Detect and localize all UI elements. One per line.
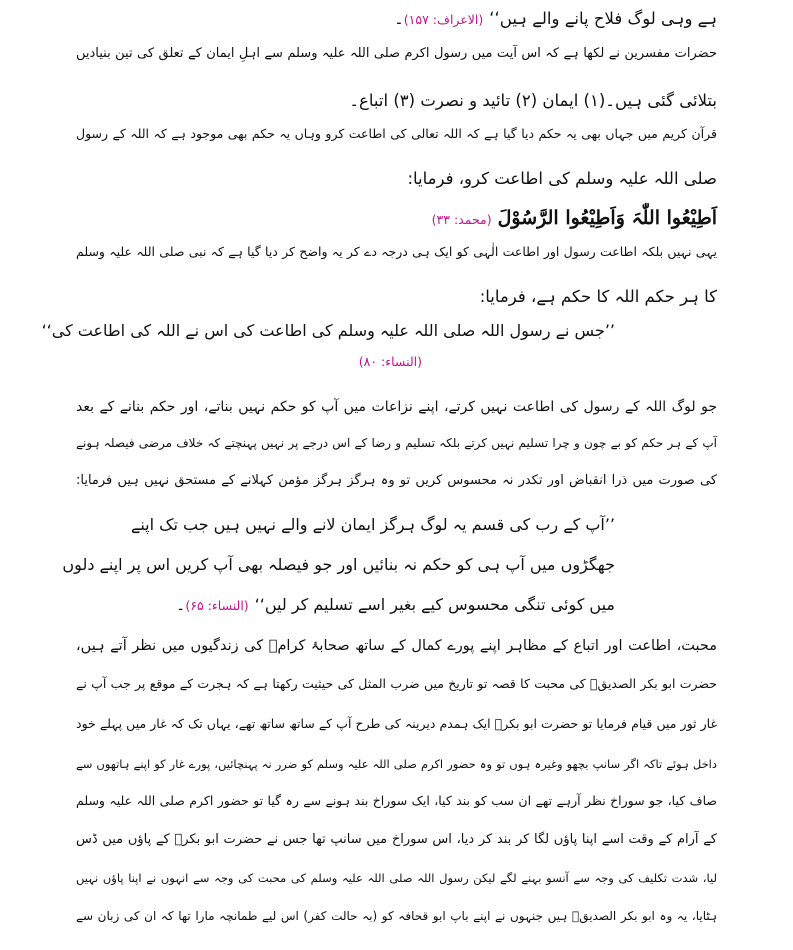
- text-line: حضرات مفسرین نے لکھا ہے کہ اس آیت میں رسول اکرم صلی اللہ علیہ وسلم سے اہلِ ایمان کے تعلق کی تین بنیادیں: [76, 46, 717, 61]
- text-line: کی صورت میں ذرا انقباض اور تکدر نہ محسوس کریں تو وہ ہرگز ہرگز مؤمن کہلانے کے مستحق نہیں ہیں فرمایا:: [76, 473, 717, 488]
- text-line: داخل ہوئے تاکہ اگر سانپ بچھو وغیرہ ہوں تو وہ حضور اکرم صلی اللہ علیہ وسلم کو ضرر نہ پہنچائیں، پورے غار کو اپنے ہاتھوں سے: [76, 757, 717, 771]
- verse-reference: (النساء: ۶۵): [185, 598, 249, 613]
- text-line: قرآن کریم میں جہاں بھی یہ حکم دیا گیا ہے کہ اللہ تعالی کی اطاعت کرو وہاں یہ حکم بھی موجود ہے کہ اللہ کے رسول: [76, 126, 717, 141]
- hadith-quote: ’’جس نے رسول اللہ صلی اللہ علیہ وسلم کی اطاعت کی اس نے اللہ کی اطاعت کی‘‘: [41, 321, 615, 340]
- text-line: جو لوگ اللہ کے رسول کی اطاعت نہیں کرتے، اپنے نزاعات میں آپ کو حکم نہیں بناتے، اور حکم بنانے کے بعد: [76, 399, 717, 415]
- verse-reference: (الاعراف: ۱۵۷): [403, 12, 484, 27]
- verse-reference: (النساء: ۸۰): [358, 354, 422, 369]
- text-line: کے آرام کے وقت اسے اپنا پاؤں لگا کر بند کر دیا، اس سوراخ میں سانپ تھا جس نے حضرت ابو بکرؓ کے پاؤں میں ڈس: [76, 832, 717, 847]
- text-line: کا ہر حکم اللہ کا حکم ہے، فرمایا:: [479, 287, 717, 306]
- quran-translation: ’’آپ کے رب کی قسم یہ لوگ ہرگز ایمان لانے والے نہیں ہیں جب تک اپنے: [130, 515, 615, 534]
- verse-reference: (محمد: ۳۳): [431, 212, 492, 227]
- text-line: بتلائی گئی ہیں۔(۱) ایمان (۲) تائید و نصرت (۳) اتباع۔: [349, 91, 717, 110]
- text-line: صلی اللہ علیہ وسلم کی اطاعت کرو، فرمایا:: [407, 169, 717, 188]
- text-line: ہے وہی لوگ فلاح پانے والے ہیں‘‘(الاعراف: ۱۵۷)۔: [394, 9, 717, 28]
- text-line: ہٹایا، یہ وہ ابو بکر الصدیقؓ ہیں جنہوں نے اپنے باپ ابو قحافہ کو (بہ حالت کفر) اس لیے طمانچہ مارا تھا کہ ان کی زبان سے: [76, 909, 717, 923]
- text-line: محبت، اطاعت اور اتباع کے مظاہر اپنے پورے کمال کے ساتھ صحابۂ کرامؓ کی زندگیوں میں نظر آتے ہیں،: [76, 638, 717, 654]
- quran-translation: جھگڑوں میں آپ ہی کو حکم نہ بنائیں اور جو فیصلہ بھی آپ کریں اس پر اپنے دلوں: [62, 555, 615, 574]
- quran-translation: میں کوئی تنگی محسوس کیے بغیر اسے تسلیم کر لیں‘‘(النساء: ۶۵)۔: [176, 595, 615, 614]
- quran-verse: اَطِیْعُوا اللّٰہَ وَاَطِیْعُوا الرَّسُوْلَ(محمد: ۳۳): [431, 207, 717, 229]
- text-line: صاف کیا، جو سوراخ نظر آرہے تھے ان سب کو بند کیا، ایک سوراخ بند ہونے سے رہ گیا تو حضور اکرم صلی اللہ علیہ وسلم: [76, 793, 717, 808]
- text-line: غار ثور میں قیام فرمایا تو حضرت ابو بکرؓ ایک ہمدم دیرینہ کی طرح آپ کے ساتھ ساتھ تھے، یہاں تک کہ غار میں پہلے خود: [76, 716, 717, 731]
- text-line: یہی نہیں بلکہ اطاعت رسول اور اطاعت الٰہی کو ایک ہی درجہ دے کر یہ واضح کر دیا گیا ہے کہ نبی صلی اللہ علیہ وسلم: [76, 244, 717, 259]
- text-line: لیا، شدت تکلیف کی وجہ سے آنسو بہنے لگے لیکن رسول اللہ صلی اللہ علیہ وسلم کی محبت کی وجہ سے انہوں نے اپنا پاؤں نہیں: [76, 871, 717, 885]
- text-line: حضرت ابو بکر الصدیقؓ کی محبت کا قصہ تو تاریخ میں ضرب المثل کی حیثیت رکھتا ہے کہ ہجرت کے موقع پر جب آپ نے: [76, 676, 717, 691]
- text-line: آپ کے ہر حکم کو بے چون و چرا تسلیم نہیں کرتے بلکہ تسلیم و رضا کے اس درجے پر نہیں پہنچتے کہ خلاف مرضی فیصلہ ہونے: [76, 436, 717, 450]
